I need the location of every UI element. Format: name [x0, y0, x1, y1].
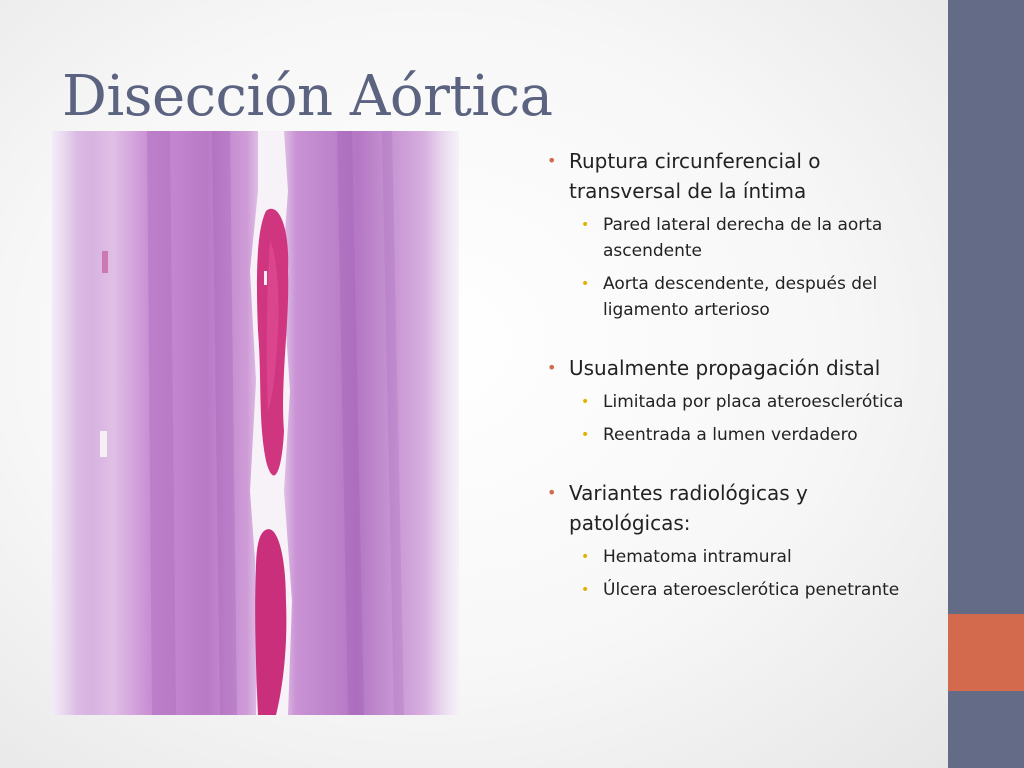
- bullet-item: [545, 478, 905, 603]
- sub-bullet-list: [569, 544, 905, 603]
- sub-bullet-item: • Aorta descendente, después del ligamento arterioso: [569, 271, 905, 323]
- bullet-text: Variantes radiológicas y patológicas:: [569, 481, 808, 535]
- bullet-text: Usualmente propagación distal: [569, 356, 881, 380]
- sub-bullet-list: [569, 212, 905, 323]
- bullet-list: [545, 146, 905, 610]
- sub-bullet-item: • Hematoma intramural: [569, 544, 905, 570]
- sub-bullet-item: • Úlcera ateroesclerótica penetrante: [569, 577, 905, 603]
- sub-bullet-item: • Pared lateral derecha de la aorta ascendente: [569, 212, 905, 264]
- side-accent-block: [948, 614, 1024, 691]
- slide-title: Disección Aórtica: [62, 64, 553, 129]
- bullet-item: [545, 146, 905, 323]
- bullet-item: [545, 353, 905, 448]
- histology-image: [52, 131, 459, 715]
- bullet-text: Ruptura circunferencial o transversal de la íntima: [569, 149, 821, 203]
- sub-bullet-item: • Limitada por placa ateroesclerótica: [569, 389, 905, 415]
- sub-bullet-list: [569, 389, 905, 448]
- sub-bullet-item: • Reentrada a lumen verdadero: [569, 422, 905, 448]
